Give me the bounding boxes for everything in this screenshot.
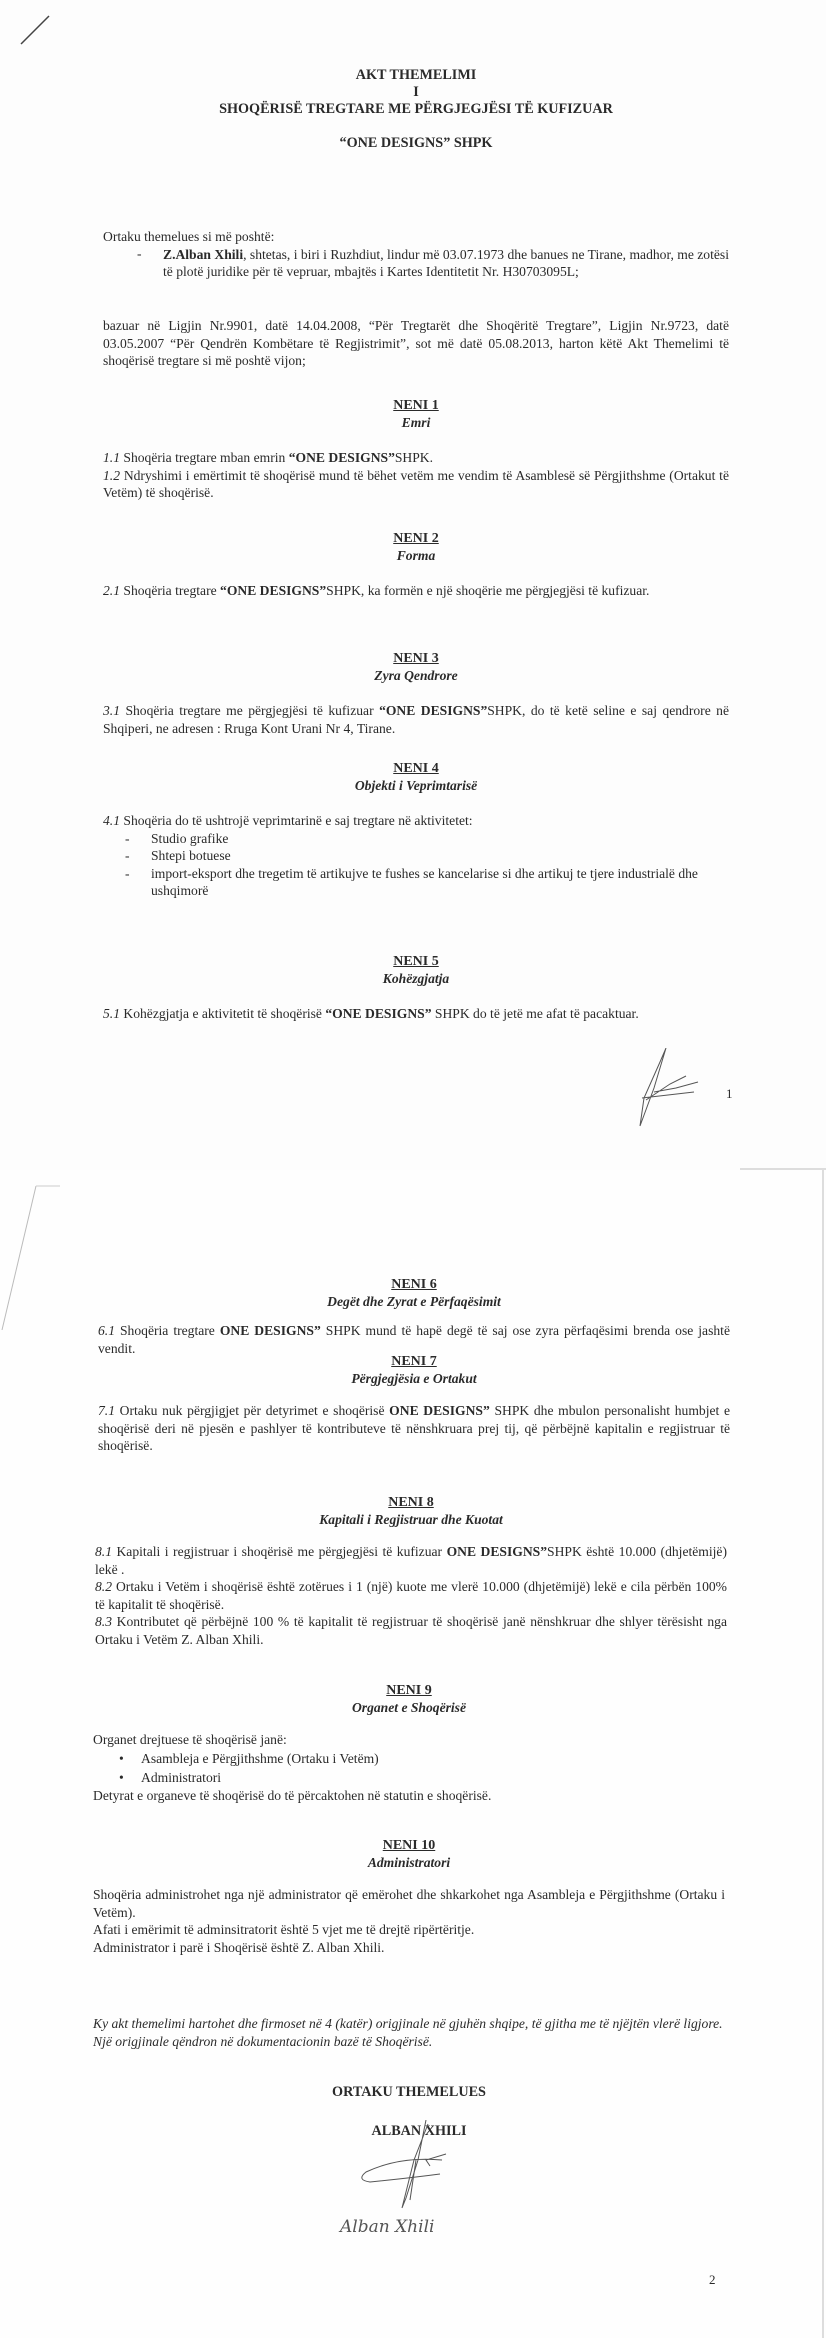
- clause-5-1: 5.1 Kohëzgjatja e aktivitetit të shoqërisë “ONE DESIGNS” SHPK do të jetë me afat të pacaktuar.: [103, 1006, 639, 1021]
- clause-3-1: 3.1 Shoqëria tregtare me përgjegjësi të kufizuar “ONE DESIGNS”SHPK, do të ketë seline e saj qendrore në Shqiperi, ne adresen : Rruga Kont Urani Nr 4, Tirane.: [103, 703, 729, 736]
- list-item: - import-eksport dhe tregetim të artikujve te fushes se kancelarise si dhe artikuj te tjere industrialë dhe ushqimorë: [103, 865, 729, 900]
- article-2: [103, 530, 729, 600]
- article-subtitle: Përgjegjësia e Ortakut: [351, 1371, 477, 1386]
- article-heading: NENI 9: [386, 1683, 432, 1698]
- clause-2-1: 2.1 Shoqëria tregtare “ONE DESIGNS”SHPK, ka formën e një shoqërie me përgjegjësi të kufizuar.: [103, 583, 650, 598]
- scan-edge: [822, 1170, 824, 2338]
- clause-8-2: 8.2 Ortaku i Vetëm i shoqërisë është zotërues i 1 (një) kuote me vlerë 10.000 (dhjetëmijë) lekë e cila përbën 100% të kapitalit të shoqërisë.: [95, 1579, 727, 1612]
- clause-4-1: 4.1 Shoqëria do të ushtrojë veprimtarinë e saj tregtare në aktivitetet:: [103, 813, 473, 828]
- activities-list: [103, 830, 729, 900]
- article-subtitle: Kapitali i Regjistruar dhe Kuotat: [319, 1512, 503, 1527]
- article-heading: NENI 1: [393, 398, 439, 413]
- article-5: [103, 953, 729, 1023]
- article-heading: NENI 7: [391, 1354, 437, 1369]
- article-10: [93, 1837, 725, 1956]
- article-subtitle: Forma: [396, 548, 436, 563]
- document-page-2: [0, 1170, 826, 2338]
- article-subtitle: Zyra Qendrore: [374, 668, 458, 683]
- article-subtitle: Organet e Shoqërisë: [351, 1700, 467, 1715]
- article-subtitle: Emri: [401, 415, 431, 430]
- title-line-3: SHOQËRISË TREGTARE ME PËRGJEGJËSI TË KUFIZUAR: [219, 101, 613, 117]
- pen-mark-icon: [15, 10, 55, 50]
- article-7: [98, 1353, 730, 1455]
- handwritten-signature-icon: [330, 2120, 500, 2240]
- closing-statement: [93, 2015, 725, 2050]
- title-line-2: I: [413, 84, 419, 100]
- article-heading: NENI 5: [393, 954, 439, 969]
- clause-7-1: 7.1 Ortaku nuk përgjigjet për detyrimet e shoqërisë ONE DESIGNS” SHPK dhe mbulon personalisht humbjet e shoqërisë deri në pjesën e pashlyer të kontributeve të nënshkruara prej tij, që përbëjnë kapitalin e regjistruar të shoqërisë.: [98, 1403, 730, 1453]
- article-heading: NENI 2: [393, 531, 439, 546]
- clause-1-2: 1.2 Ndryshimi i emërtimit të shoqërisë mund të bëhet vetëm me vendim të Asamblesë së Përgjithshme (Ortakut të Vetëm) të shoqërisë.: [103, 467, 729, 500]
- title-line-1: AKT THEMELIMI: [355, 67, 477, 83]
- company-title: “ONE DESIGNS” SHPK: [339, 135, 493, 151]
- article-subtitle: Kohëzgjatja: [382, 971, 450, 986]
- preamble: [103, 317, 729, 370]
- signature-name: ALBAN XHILI: [371, 2123, 467, 2139]
- preamble-text: bazuar në Ligjin Nr.9901, datë 14.04.2008, “Për Tregtarët dhe Shoqëritë Tregtare”, Ligjin Nr.9723, datë 03.05.2007 “Për Qendrën Kombëtare të Regjistrimit”, sot më datë 05.08.2013, harton këtë Akt Themelimi të shoqërisë tregtare si më poshtë vijon;: [103, 318, 729, 368]
- admin-line: Shoqëria administrohet nga një administrator që emërohet dhe shkarkohet nga Asambleja e Përgjithshme (Ortaku i Vetëm).: [93, 1887, 725, 1920]
- list-item: • Administratori: [93, 1768, 725, 1787]
- clause-8-3: 8.3 Kontributet që përbëjnë 100 % të kapitalit të regjistruar të shoqërisë janë nënshkruar dhe shlyer tërësisht nga Ortaku i Vetëm Z. Alban Xhili.: [95, 1614, 727, 1647]
- founder-intro: Ortaku themelues si më poshtë:: [103, 229, 275, 244]
- founder-name: Z.Alban Xhili: [163, 246, 244, 262]
- article-4: [103, 760, 729, 900]
- article-8: [95, 1494, 727, 1648]
- article-subtitle: Administratori: [367, 1855, 451, 1870]
- list-item: • Asambleja e Përgjithshme (Ortaku i Vetëm): [93, 1749, 725, 1768]
- article-heading: NENI 3: [393, 651, 439, 666]
- article-heading: NENI 10: [382, 1838, 436, 1853]
- article-heading: NENI 4: [393, 761, 439, 776]
- article-subtitle: Objekti i Veprimtarisë: [354, 778, 478, 793]
- signature-role: ORTAKU THEMELUES: [332, 2084, 486, 2100]
- clause-8-1: 8.1 Kapitali i regjistruar i shoqërisë me përgjegjësi të kufizuar ONE DESIGNS”SHPK është 10.000 (dhjetëmijë) lekë .: [95, 1544, 727, 1577]
- clause-1-1: 1.1 Shoqëria tregtare mban emrin “ONE DESIGNS”SHPK.: [103, 450, 434, 465]
- list-item: - Shtepi botuese: [103, 847, 729, 865]
- founder-section: [103, 228, 729, 281]
- article-heading: NENI 8: [388, 1495, 434, 1510]
- page-number-1: 1: [726, 1086, 733, 1101]
- article-3: [103, 650, 729, 737]
- founder-entry: - Z.Alban Xhili, shtetas, i biri i Ruzhdiut, lindur më 03.07.1973 dhe banues ne Tirane, madhor, me zotësi të plotë juridike për të vepruar, mbajtës i Kartes Identitetit Nr. H30703095L;: [137, 245, 729, 279]
- page-number-2: 2: [709, 2272, 716, 2287]
- organs-intro: Organet drejtuese të shoqërisë janë:: [93, 1732, 287, 1747]
- founder-details: , shtetas, i biri i Ruzhdiut, lindur më 03.07.1973 dhe banues ne Tirane, madhor, me zotësi të plotë juridike për të vepruar, mbajtës i Kartes Identitetit Nr. H30703095L;: [163, 246, 729, 279]
- article-9: [93, 1682, 725, 1804]
- fold-edge-icon: [0, 1170, 60, 1330]
- admin-line: Administrator i parë i Shoqërisë është Z. Alban Xhili.: [93, 1939, 385, 1955]
- article-heading: NENI 6: [391, 1277, 437, 1292]
- organs-list: [93, 1749, 725, 1787]
- document-title: [103, 67, 729, 152]
- clause-6-1: 6.1 Shoqëria tregtare ONE DESIGNS” SHPK mund të hapë degë të saj ose zyra përfaqësimi brenda ose jashtë vendit.: [98, 1323, 730, 1356]
- organs-outro: Detyrat e organeve të shoqërisë do të përcaktohen në statutin e shoqërisë.: [93, 1787, 492, 1803]
- article-6: [98, 1276, 730, 1357]
- closing-text: Ky akt themelimi hartohet dhe firmoset në 4 (katër) origjinale në gjuhën shqipe, të gjitha me të njëjtën vlerë ligjore. Një origjinale qëndron në dokumentacionin bazë të Shoqërisë.: [93, 2016, 723, 2049]
- admin-line: Afati i emërimit të adminsitratorit është 5 vjet me të drejtë ripërtëritje.: [93, 1922, 475, 1937]
- article-subtitle: Degët dhe Zyrat e Përfaqësimit: [327, 1294, 501, 1309]
- handwritten-name: Alban Xhili: [340, 2217, 435, 2237]
- signature-initials-icon: [630, 1048, 710, 1130]
- article-1: [103, 397, 729, 502]
- list-item: - Studio grafike: [103, 830, 729, 848]
